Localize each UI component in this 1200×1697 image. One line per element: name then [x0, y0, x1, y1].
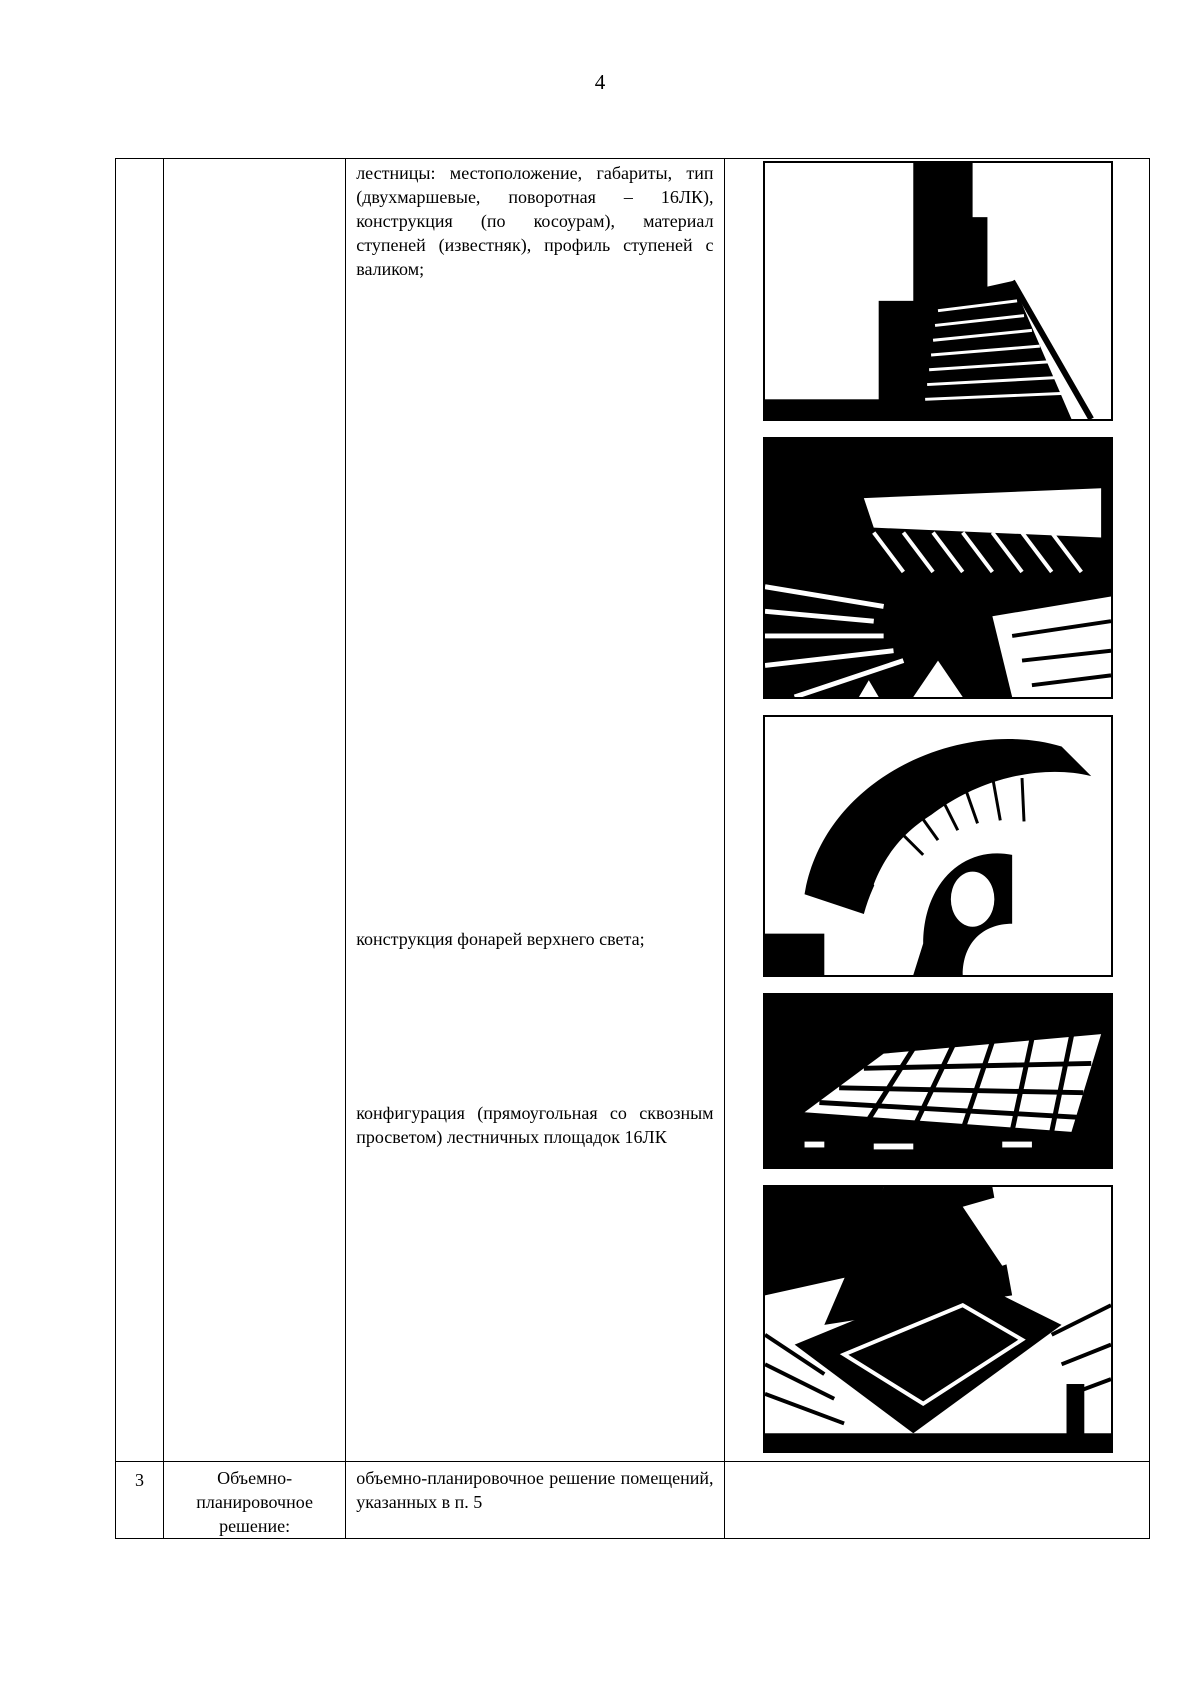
stairs-description: лестницы: местоположение, габариты, тип (двухмаршевые, поворотная – 16ЛК), конструкция (по косоурам), материал ступеней (известняк), профиль ступеней с валиком; — [356, 163, 714, 279]
straight-staircase-photo — [763, 161, 1113, 421]
landing-description: конфигурация (прямоугольная со сквозным просветом) лестничных площадок 16ЛК — [356, 1103, 714, 1147]
row-title-cell — [164, 159, 346, 1462]
table-row — [116, 159, 1150, 1462]
skylight-photo — [763, 993, 1113, 1169]
row-title-cell: Объемно-планировочное решение: — [164, 1462, 346, 1539]
stair-flight-from-above-photo — [763, 437, 1113, 699]
page-number: 4 — [594, 70, 606, 94]
row-photos-cell — [724, 1462, 1149, 1539]
row-number-cell — [116, 159, 164, 1462]
row-description-cell — [346, 159, 724, 1462]
row-number-cell: 3 — [116, 1462, 164, 1539]
skylight-description: конструкция фонарей верхнего света; — [356, 929, 645, 949]
table-row — [116, 1462, 1150, 1539]
rectangular-stairwell-photo — [763, 1185, 1113, 1453]
row-description-cell: объемно-планировочное решение помещений, указанных в п. 5 — [346, 1462, 724, 1539]
row-photos-cell — [724, 159, 1149, 1462]
document-table — [115, 158, 1150, 1539]
curved-staircase-photo — [763, 715, 1113, 977]
